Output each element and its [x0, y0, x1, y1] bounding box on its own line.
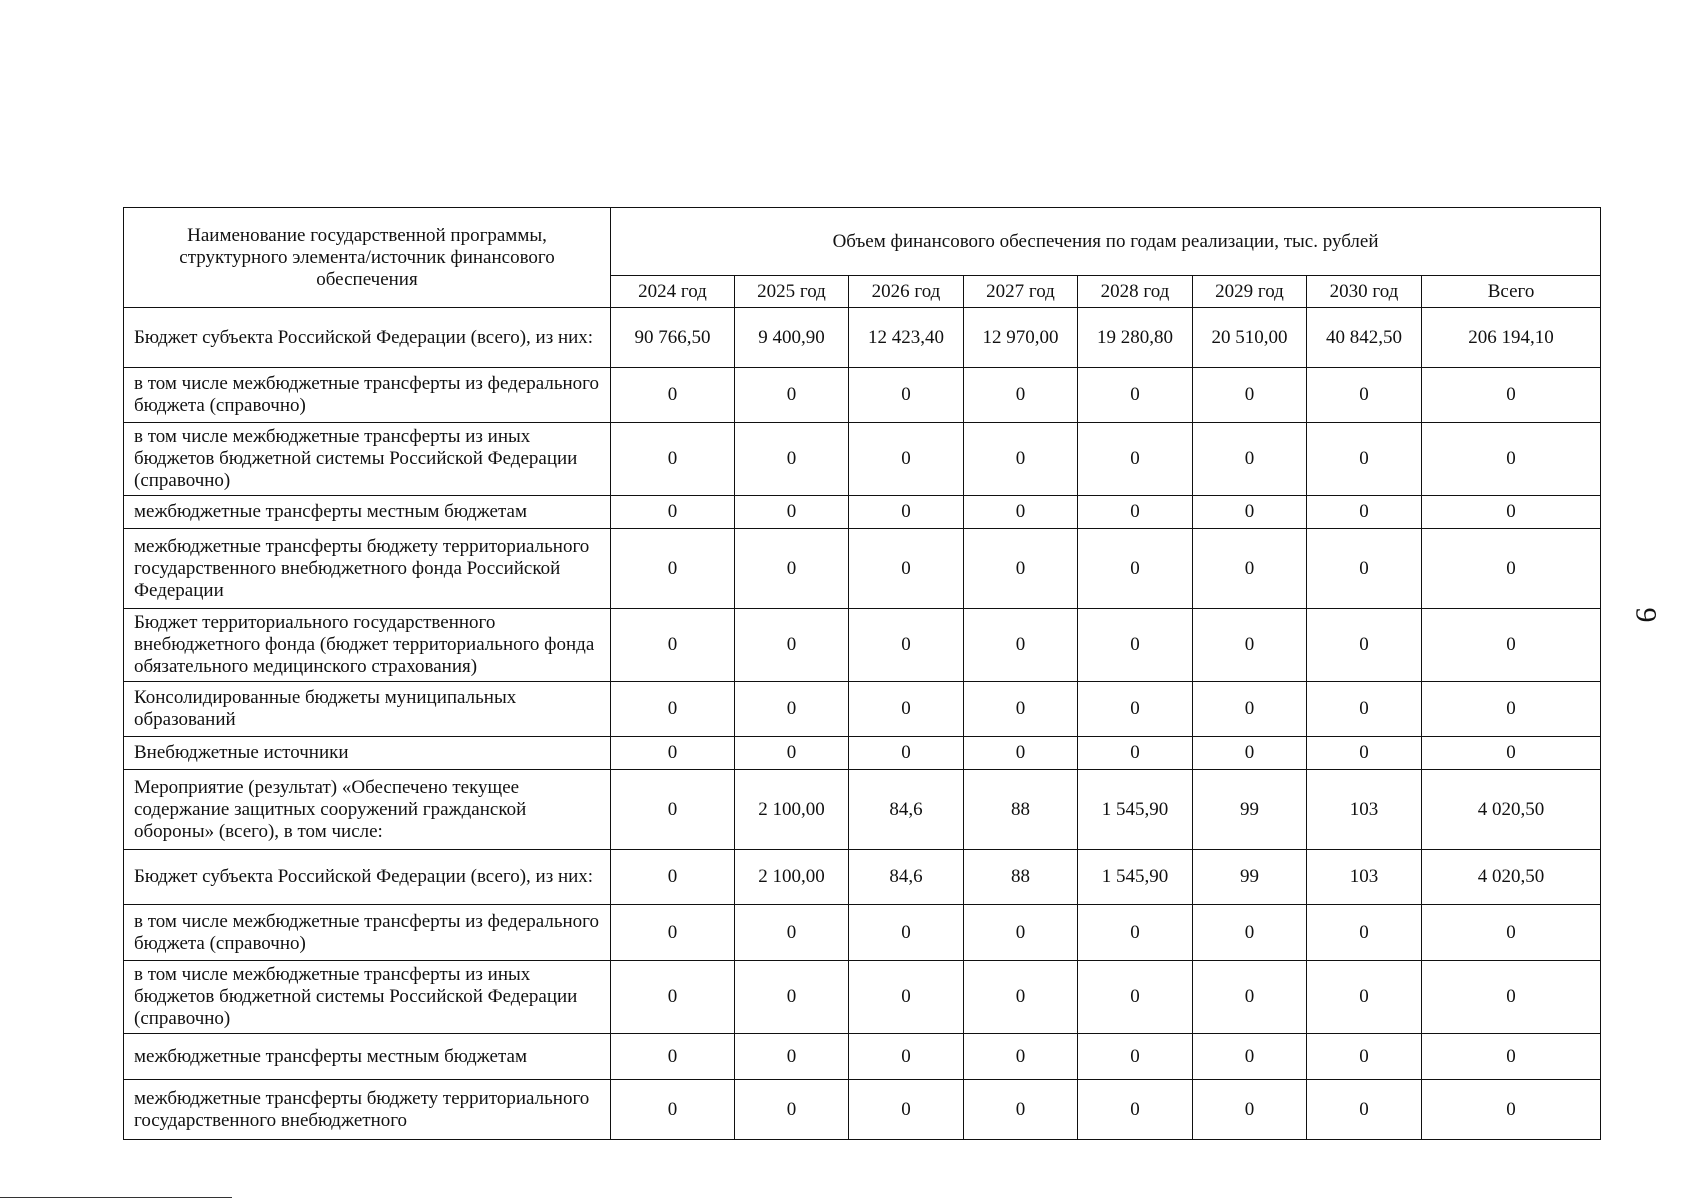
row-label: межбюджетные трансферты бюджету территориального государственного внебюджетного	[124, 1080, 611, 1140]
row-value: 0	[1193, 961, 1307, 1034]
row-value: 0	[1422, 682, 1601, 737]
row-value: 0	[849, 737, 964, 770]
row-value: 0	[735, 529, 849, 609]
volume-column-header: Объем финансового обеспечения по годам реализации, тыс. рублей	[611, 208, 1601, 276]
row-value: 0	[1078, 609, 1193, 682]
row-value: 2 100,00	[735, 770, 849, 850]
row-value: 0	[964, 1080, 1078, 1140]
row-value: 0	[1078, 1080, 1193, 1140]
row-value: 0	[735, 496, 849, 529]
row-value: 0	[611, 1080, 735, 1140]
row-value: 0	[1307, 905, 1422, 961]
row-value: 0	[849, 423, 964, 496]
row-value: 0	[1193, 609, 1307, 682]
row-value: 0	[964, 423, 1078, 496]
row-label: Бюджет субъекта Российской Федерации (всего), из них:	[124, 850, 611, 905]
row-value: 4 020,50	[1422, 770, 1601, 850]
row-value: 0	[611, 423, 735, 496]
row-value: 40 842,50	[1307, 308, 1422, 368]
row-value: 0	[1078, 737, 1193, 770]
row-value: 0	[611, 496, 735, 529]
row-value: 0	[735, 961, 849, 1034]
year-column-header: 2026 год	[849, 276, 964, 308]
table-row	[124, 1080, 1601, 1140]
row-label: Бюджет субъекта Российской Федерации (всего), из них:	[124, 308, 611, 368]
row-label: в том числе межбюджетные трансферты из федерального бюджета (справочно)	[124, 905, 611, 961]
row-value: 0	[1422, 496, 1601, 529]
row-value: 0	[1307, 529, 1422, 609]
row-value: 0	[1078, 1034, 1193, 1080]
row-value: 0	[735, 368, 849, 423]
row-value: 0	[611, 368, 735, 423]
row-value: 0	[611, 770, 735, 850]
row-value: 0	[735, 609, 849, 682]
row-label: Мероприятие (результат) «Обеспечено текущее содержание защитных сооружений гражданской обороны» (всего), в том числе:	[124, 770, 611, 850]
row-value: 12 970,00	[964, 308, 1078, 368]
row-value: 0	[1422, 423, 1601, 496]
row-value: 0	[735, 737, 849, 770]
table-row	[124, 423, 1601, 496]
header-row-1	[124, 208, 1601, 276]
row-value: 0	[1307, 1080, 1422, 1140]
row-value: 0	[1307, 609, 1422, 682]
row-value: 0	[1422, 529, 1601, 609]
row-value: 19 280,80	[1078, 308, 1193, 368]
table-row	[124, 1034, 1601, 1080]
table-row	[124, 961, 1601, 1034]
row-value: 0	[1078, 529, 1193, 609]
row-value: 0	[1078, 682, 1193, 737]
year-column-header: 2027 год	[964, 276, 1078, 308]
year-column-header: 2030 год	[1307, 276, 1422, 308]
row-value: 0	[735, 1080, 849, 1140]
row-value: 0	[611, 1034, 735, 1080]
row-value: 0	[611, 682, 735, 737]
row-value: 1 545,90	[1078, 850, 1193, 905]
row-value: 0	[1078, 368, 1193, 423]
row-label: Консолидированные бюджеты муниципальных образований	[124, 682, 611, 737]
row-value: 2 100,00	[735, 850, 849, 905]
row-value: 90 766,50	[611, 308, 735, 368]
row-value: 0	[1307, 682, 1422, 737]
table-row	[124, 368, 1601, 423]
row-value: 0	[1193, 737, 1307, 770]
row-value: 103	[1307, 850, 1422, 905]
row-value: 0	[964, 961, 1078, 1034]
name-column-header: Наименование государственной программы, структурного элемента/источник финансового обеспечения	[124, 208, 611, 308]
row-value: 0	[1422, 1080, 1601, 1140]
footer-rule	[0, 1197, 232, 1198]
table-row	[124, 905, 1601, 961]
row-value: 0	[849, 496, 964, 529]
row-value: 0	[964, 682, 1078, 737]
table-row	[124, 850, 1601, 905]
row-value: 0	[1193, 368, 1307, 423]
table-body	[124, 308, 1601, 1140]
row-value: 0	[1422, 905, 1601, 961]
row-value: 0	[1422, 1034, 1601, 1080]
row-value: 0	[1193, 905, 1307, 961]
row-label: межбюджетные трансферты местным бюджетам	[124, 496, 611, 529]
row-value: 0	[611, 961, 735, 1034]
row-value: 0	[849, 1034, 964, 1080]
row-value: 0	[1078, 423, 1193, 496]
row-value: 0	[735, 905, 849, 961]
row-value: 88	[964, 850, 1078, 905]
row-value: 0	[611, 850, 735, 905]
row-value: 0	[849, 961, 964, 1034]
row-value: 0	[735, 423, 849, 496]
row-value: 0	[849, 682, 964, 737]
row-value: 4 020,50	[1422, 850, 1601, 905]
row-value: 0	[964, 609, 1078, 682]
row-value: 0	[1307, 961, 1422, 1034]
year-column-header: 2028 год	[1078, 276, 1193, 308]
page-number: 9	[1629, 607, 1663, 623]
row-value: 0	[849, 529, 964, 609]
row-value: 0	[964, 529, 1078, 609]
row-value: 0	[964, 1034, 1078, 1080]
row-value: 0	[1307, 737, 1422, 770]
row-value: 0	[611, 737, 735, 770]
row-value: 0	[1193, 1080, 1307, 1140]
year-column-header: 2025 год	[735, 276, 849, 308]
row-value: 0	[1422, 609, 1601, 682]
row-value: 88	[964, 770, 1078, 850]
row-value: 0	[1193, 682, 1307, 737]
row-value: 20 510,00	[1193, 308, 1307, 368]
row-value: 0	[1078, 496, 1193, 529]
row-value: 0	[1307, 496, 1422, 529]
row-label: межбюджетные трансферты бюджету территориального государственного внебюджетного фонда Российской Федерации	[124, 529, 611, 609]
row-value: 84,6	[849, 770, 964, 850]
row-value: 0	[964, 496, 1078, 529]
row-value: 0	[1307, 368, 1422, 423]
row-label: Внебюджетные источники	[124, 737, 611, 770]
row-value: 0	[611, 905, 735, 961]
row-value: 0	[735, 1034, 849, 1080]
row-value: 0	[611, 609, 735, 682]
row-value: 0	[1422, 961, 1601, 1034]
row-value: 0	[735, 682, 849, 737]
table-row	[124, 609, 1601, 682]
row-value: 12 423,40	[849, 308, 964, 368]
year-column-header: 2029 год	[1193, 276, 1307, 308]
row-label: в том числе межбюджетные трансферты из федерального бюджета (справочно)	[124, 368, 611, 423]
row-value: 0	[1078, 961, 1193, 1034]
year-column-header: Всего	[1422, 276, 1601, 308]
row-value: 0	[1193, 496, 1307, 529]
row-value: 1 545,90	[1078, 770, 1193, 850]
row-value: 0	[611, 529, 735, 609]
table-row	[124, 529, 1601, 609]
row-value: 0	[849, 1080, 964, 1140]
row-value: 0	[849, 368, 964, 423]
row-value: 0	[1307, 423, 1422, 496]
row-value: 0	[1307, 1034, 1422, 1080]
row-value: 0	[964, 737, 1078, 770]
row-value: 99	[1193, 770, 1307, 850]
year-column-header: 2024 год	[611, 276, 735, 308]
financing-table	[123, 207, 1601, 1140]
row-value: 0	[1193, 423, 1307, 496]
row-value: 0	[1078, 905, 1193, 961]
row-value: 103	[1307, 770, 1422, 850]
row-value: 0	[849, 905, 964, 961]
row-label: в том числе межбюджетные трансферты из иных бюджетов бюджетной системы Российской Федерации (справочно)	[124, 961, 611, 1034]
row-value: 0	[1422, 737, 1601, 770]
row-value: 206 194,10	[1422, 308, 1601, 368]
row-value: 0	[964, 368, 1078, 423]
table-row	[124, 308, 1601, 368]
table-row	[124, 770, 1601, 850]
row-value: 84,6	[849, 850, 964, 905]
row-value: 99	[1193, 850, 1307, 905]
table-row	[124, 682, 1601, 737]
table-row	[124, 496, 1601, 529]
row-value: 0	[1422, 368, 1601, 423]
row-value: 0	[1193, 1034, 1307, 1080]
row-label: межбюджетные трансферты местным бюджетам	[124, 1034, 611, 1080]
row-value: 0	[849, 609, 964, 682]
table-row	[124, 737, 1601, 770]
row-label: Бюджет территориального государственного внебюджетного фонда (бюджет территориального фонда обязательного медицинского страхования)	[124, 609, 611, 682]
row-value: 0	[964, 905, 1078, 961]
row-label: в том числе межбюджетные трансферты из иных бюджетов бюджетной системы Российской Федерации (справочно)	[124, 423, 611, 496]
row-value: 9 400,90	[735, 308, 849, 368]
row-value: 0	[1193, 529, 1307, 609]
